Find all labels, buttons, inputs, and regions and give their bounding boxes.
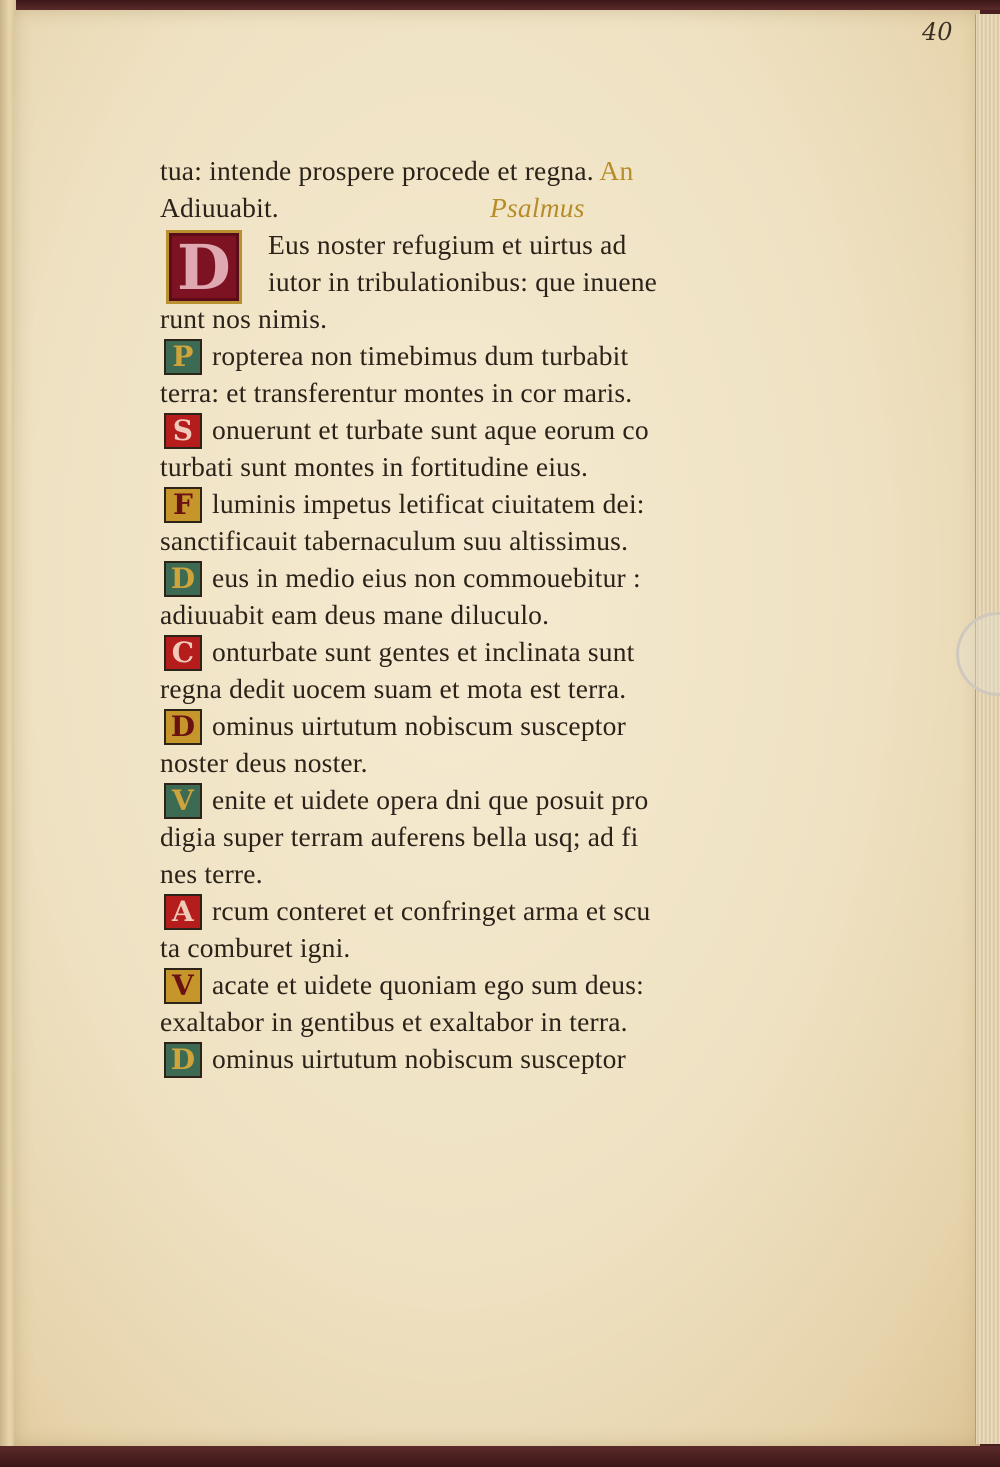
line-text: ominus uirtutum nobiscum susceptor (212, 710, 626, 741)
decorated-initial: P (164, 339, 202, 375)
illuminated-initial: D (166, 230, 242, 304)
text-line (160, 633, 770, 670)
text-line (160, 818, 770, 855)
line-text: turbati sunt montes in fortitudine eius. (160, 451, 589, 482)
text-line (160, 448, 770, 485)
decorated-initial: D (164, 709, 202, 745)
line-text: Eus noster refugium et uirtus ad (268, 229, 627, 260)
text-line (160, 781, 770, 818)
text-line (160, 152, 770, 189)
line-text: runt nos nimis. (160, 303, 328, 334)
decorated-initial: D (164, 561, 202, 597)
line-text: terra: et transferentur montes in cor maris. (160, 377, 633, 408)
text-line (160, 189, 770, 226)
binding-top (0, 0, 1000, 10)
line-text: digia super terram auferens bella usq; ad fi (160, 821, 639, 852)
folio-number: 40 (922, 18, 953, 46)
text-line (160, 966, 770, 1003)
text-line (160, 559, 770, 596)
text-line (160, 411, 770, 448)
line-text: ominus uirtutum nobiscum susceptor (212, 1043, 626, 1074)
line-text: luminis impetus letificat ciuitatem dei: (212, 488, 645, 519)
decorated-initial: V (164, 783, 202, 819)
decorated-initial: C (164, 635, 202, 671)
line-text: onuerunt et turbate sunt aque eorum co (212, 414, 649, 445)
text-line (160, 485, 770, 522)
text-line (160, 1040, 770, 1077)
decorated-initial: S (164, 413, 202, 449)
line-text: acate et uidete quoniam ego sum deus: (212, 969, 644, 1000)
decorated-initial: A (164, 894, 202, 930)
line-text: tua: intende prospere procede et regna. (160, 155, 600, 186)
decorated-initial: F (164, 487, 202, 523)
text-line (160, 744, 770, 781)
line-text: ta comburet igni. (160, 932, 351, 963)
antiphon-rubric: An (599, 155, 634, 186)
line-text: nes terre. (160, 858, 263, 889)
decorated-initial: D (164, 1042, 202, 1078)
text-line (160, 892, 770, 929)
decorated-initial: V (164, 968, 202, 1004)
text-line (160, 522, 770, 559)
line-text: adiuuabit eam deus mane diluculo. (160, 599, 550, 630)
line-text: enite et uidete opera dni que posuit pro (212, 784, 649, 815)
line-text: sanctificauit tabernaculum suu altissimus. (160, 525, 629, 556)
text-line (160, 337, 770, 374)
line-text: onturbate sunt gentes et inclinata sunt (212, 636, 635, 667)
text-line (160, 596, 770, 633)
line-text: Adiuuabit. (160, 192, 279, 223)
page-edges (975, 14, 1000, 1444)
psalm-text-block (160, 152, 770, 1077)
text-line (160, 670, 770, 707)
text-line (160, 1003, 770, 1040)
text-line (160, 707, 770, 744)
line-text: iutor in tribulationibus: que inuene (268, 266, 658, 297)
line-text: regna dedit uocem suam et mota est terra. (160, 673, 627, 704)
binding-bottom (0, 1446, 1000, 1467)
text-line (160, 300, 770, 337)
psalm-heading: Psalmus (490, 192, 585, 223)
text-line (160, 263, 770, 300)
text-line (160, 374, 770, 411)
line-text: noster deus noster. (160, 747, 368, 778)
line-text: rcum conteret et confringet arma et scu (212, 895, 651, 926)
text-line (160, 929, 770, 966)
line-text: ropterea non timebimus dum turbabit (212, 340, 629, 371)
line-text: eus in medio eius non commouebitur : (212, 562, 641, 593)
line-text: exaltabor in gentibus et exaltabor in terra. (160, 1006, 628, 1037)
text-line (160, 855, 770, 892)
